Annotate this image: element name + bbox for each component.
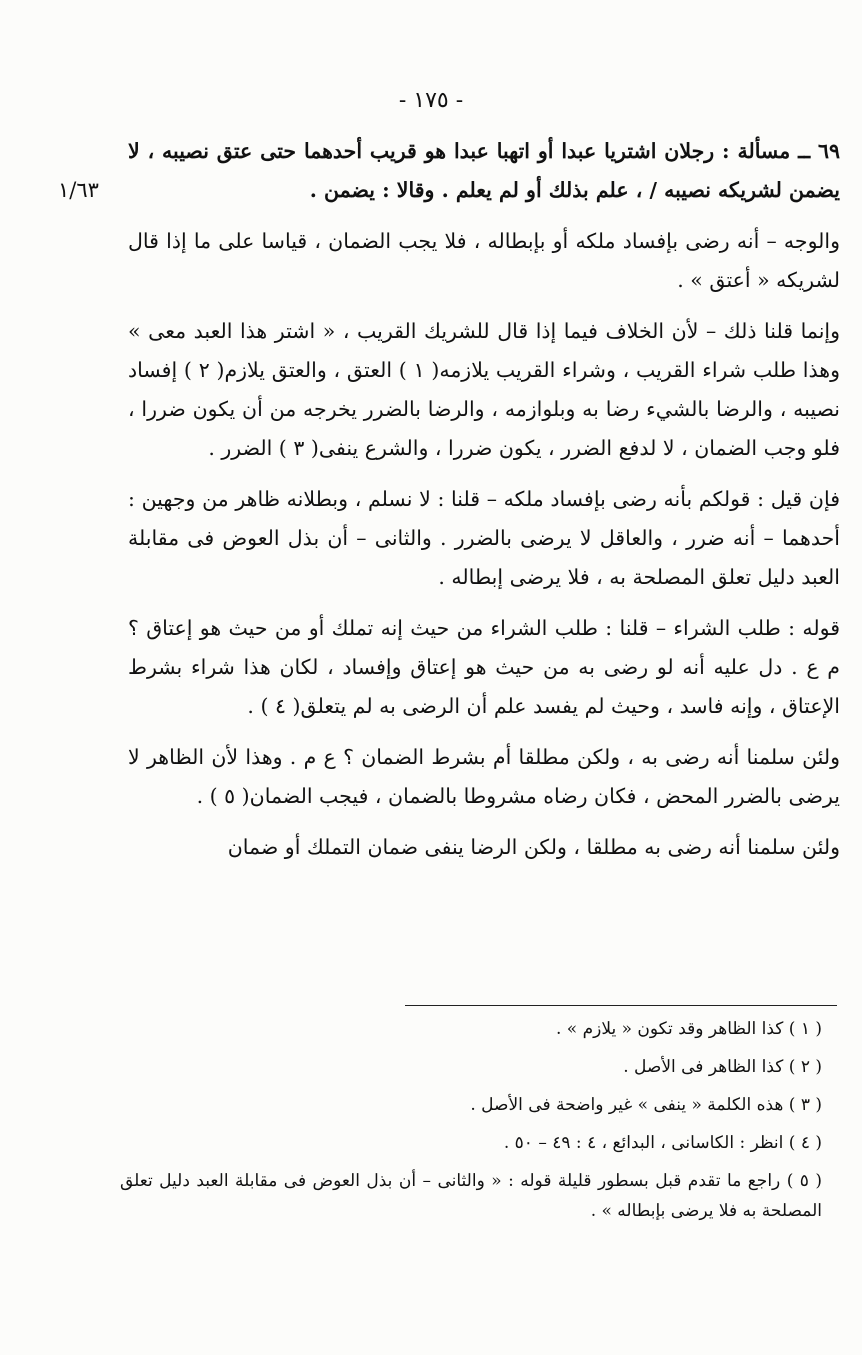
- main-text: [128, 132, 840, 879]
- paragraph: ولئن سلمنا أنه رضى به مطلقا ، ولكن الرضا ينفى ضمان التملك أو ضمان: [227, 835, 840, 859]
- paragraph: وإنما قلنا ذلك – لأن الخلاف فيما إذا قال للشريك القريب ، « اشتر هذا العبد معى » وهذا طلب شراء القريب ، وشراء القريب يلازمه( ١ ) العتق ، والعتق يلازم( ٢ ) إفساد نصيبه ، والرضا بالشيء رضا به وبلوازمه ، والرضا بالضرر يخرجه من أن يكون ضررا ، فلو وجب الضمان ، لا لدفع الضرر ، يكون ضررا ، والشرع ينفى( ٣ ) الضرر .: [128, 319, 840, 460]
- page-number: - ١٧٥ -: [398, 88, 464, 113]
- paragraph: قوله : طلب الشراء – قلنا : طلب الشراء من حيث إنه تملك أو من حيث هو إعتاق ؟ م ع . دل عليه أنه لو رضى به من حيث هو إعتاق وإفساد ، لكان هذا شراء بشرط الإعتاق ، وإنه فاسد ، وحيث لم يفسد علم أن الرضى به لم يتعلق( ٤ ) .: [128, 616, 840, 718]
- footnote: ( ٤ ) انظر : الكاسانى ، البدائع ، ٤ : ٤٩ – ٥٠ .: [503, 1133, 822, 1153]
- footnote: ( ٥ ) راجع ما تقدم قبل بسطور قليلة قوله : « والثانى – أن بذل العوض فى مقابلة العبد دليل تعلق المصلحة به فلا يرضى بإبطاله » .: [120, 1171, 822, 1221]
- footnote-divider: [405, 1005, 837, 1006]
- paragraph: ولئن سلمنا أنه رضى به ، ولكن مطلقا أم بشرط الضمان ؟ ع م . وهذا لأن الظاهر لا يرضى بالضرر المحض ، فكان رضاه مشروطا بالضمان ، فيجب الضمان( ٥ ) .: [128, 745, 840, 808]
- margin-reference: ١/٦٣: [58, 178, 99, 202]
- paragraph: والوجه – أنه رضى بإفساد ملكه أو بإبطاله ، فلا يجب الضمان ، قياسا على ما إذا قال لشريكه « أعتق » .: [128, 229, 840, 292]
- paragraph: فإن قيل : قولكم بأنه رضى بإفساد ملكه – قلنا : لا نسلم ، وبطلانه ظاهر من وجهين : أحدهما – أنه ضرر ، والعاقل لا يرضى بالضرر . والثانى – أن بذل العوض فى مقابلة العبد دليل تعلق المصلحة به ، فلا يرضى إبطاله .: [128, 487, 840, 589]
- footnote: ( ٢ ) كذا الظاهر فى الأصل .: [623, 1057, 822, 1077]
- paragraph: ٦٩ ــ مسألة : رجلان اشتريا عبدا أو اتهبا عبدا هو قريب أحدهما حتى عتق نصيبه ، لا يضمن لشريكه نصيبه / ، علم بذلك أو لم يعلم . وقالا : يضمن .: [128, 139, 840, 202]
- footnote: ( ٣ ) هذه الكلمة « ينفى » غير واضحة فى الأصل .: [470, 1095, 822, 1115]
- footnote: ( ١ ) كذا الظاهر وقد تكون « يلازم » .: [555, 1019, 822, 1039]
- footnotes: [120, 1010, 840, 1226]
